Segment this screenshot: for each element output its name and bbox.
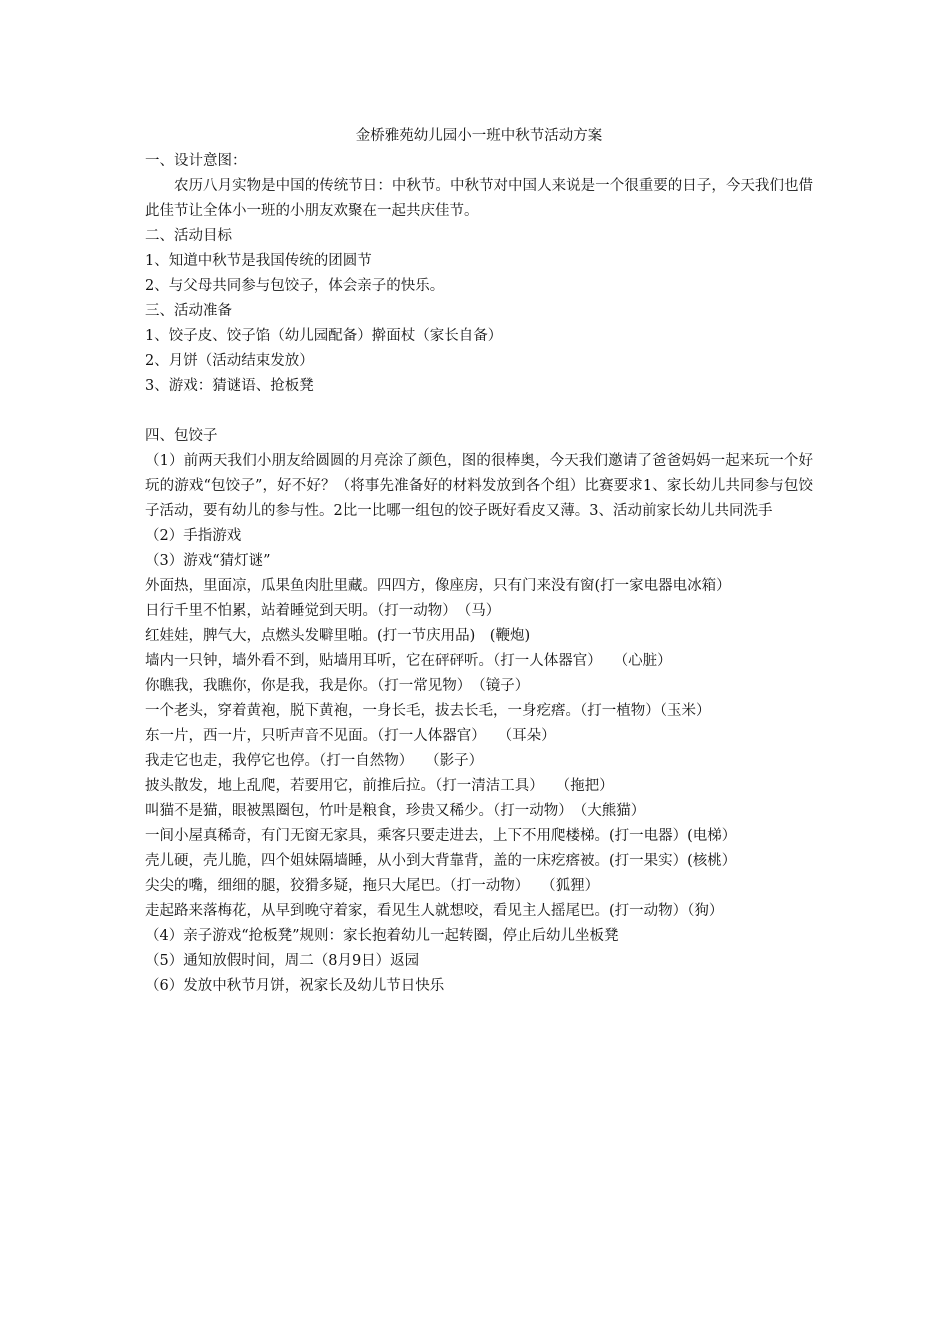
riddle-line: 尖尖的嘴，细细的腿，狡猾多疑，拖只大尾巴。（打一动物） （狐狸） bbox=[145, 878, 600, 894]
riddle-line: 东一片，西一片，只听声音不见面。（打一人体器官） （耳朵） bbox=[145, 728, 556, 744]
activity-step: （5）通知放假时间，周二（8月9日）返园 bbox=[145, 953, 420, 969]
riddle-line: 披头散发，地上乱爬，若要用它，前推后拉。（打一清洁工具） （拖把） bbox=[145, 778, 614, 794]
riddle-line: 外面热，里面凉，瓜果鱼肉肚里藏。四四方，像座房，只有门来没有窗(打一家电器电冰箱） bbox=[145, 578, 731, 594]
riddle-line: 红娃娃，脾气大，点燃头发噼里啪。(打一节庆用品) (鞭炮) bbox=[145, 628, 531, 644]
riddle-line: 我走它也走，我停它也停。（打一自然物） （影子） bbox=[145, 753, 484, 769]
section-heading-design-intent: 一、设计意图： bbox=[145, 153, 247, 169]
design-intent-paragraph: 农历八月实物是中国的传统节日：中秋节。中秋节对中国人来说是一个很重要的日子，今天我们也借此佳节让全体小一班的小朋友欢聚在一起共庆佳节。 bbox=[145, 178, 813, 219]
activity-step: （6）发放中秋节月饼，祝家长及幼儿节日快乐 bbox=[145, 978, 445, 994]
document-title: 金桥雅苑幼儿园小一班中秋节活动方案 bbox=[355, 128, 603, 144]
section-heading-preparation: 三、活动准备 bbox=[145, 303, 232, 319]
riddle-line: 一个老头，穿着黄袍，脱下黄袍，一身长毛，拔去长毛，一身疙瘩。（打一植物）（玉米） bbox=[145, 703, 711, 719]
blank-line bbox=[145, 399, 813, 424]
activity-step: （2）手指游戏 bbox=[145, 528, 242, 544]
objective-item: 2、与父母共同参与包饺子，体会亲子的快乐。 bbox=[145, 278, 445, 294]
activity-step: （3）游戏“猜灯谜” bbox=[145, 553, 271, 569]
section-heading-objectives: 二、活动目标 bbox=[145, 228, 232, 244]
riddle-line: 叫猫不是猫，眼被黑圈包，竹叶是粮食，珍贵又稀少。（打一动物） （大熊猫） bbox=[145, 803, 646, 819]
activity-step: （4）亲子游戏“抢板凳”规则：家长抱着幼儿一起转圈，停止后幼儿坐板凳 bbox=[145, 928, 619, 944]
riddle-line: 你瞧我，我瞧你，你是我，我是你。（打一常见物） （镜子） bbox=[145, 678, 530, 694]
objective-item: 1、知道中秋节是我国传统的团圆节 bbox=[145, 253, 372, 269]
riddle-line: 日行千里不怕累，站着睡觉到天明。（打一动物） （马） bbox=[145, 603, 501, 619]
riddle-line: 走起路来落梅花，从早到晚守着家，看见生人就想咬，看见主人摇尾巴。(打一动物）（狗） bbox=[145, 903, 724, 919]
preparation-item: 3、游戏：猜谜语、抢板凳 bbox=[145, 378, 314, 394]
dumplings-intro-paragraph: （1）前两天我们小朋友给圆圆的月亮涂了颜色，图的很棒奥，今天我们邀请了爸爸妈妈一起来玩一个好玩的游戏“包饺子”，好不好？（将事先准备好的材料发放到各个组）比赛要求1、家长幼儿共同参与包饺子活动，要有幼儿的参与性。2比一比哪一组包的饺子既好看皮又薄。3、活动前家长幼儿共同洗手 bbox=[145, 453, 813, 519]
section-heading-dumplings: 四、包饺子 bbox=[145, 428, 218, 444]
riddle-line: 墙内一只钟，墙外看不到，贴墙用耳听，它在砰砰听。（打一人体器官） （心脏） bbox=[145, 653, 672, 669]
riddle-line: 一间小屋真稀奇，有门无窗无家具，乘客只要走进去，上下不用爬楼梯。(打一电器）(电梯） bbox=[145, 828, 737, 844]
document-page bbox=[145, 124, 813, 999]
riddle-line: 壳儿硬，壳儿脆，四个姐妹隔墙睡，从小到大背靠背，盖的一床疙瘩被。(打一果实）(核桃） bbox=[145, 853, 737, 869]
preparation-item: 2、月饼（活动结束发放） bbox=[145, 353, 314, 369]
preparation-item: 1、饺子皮、饺子馅（幼儿园配备）擀面杖（家长自备） bbox=[145, 328, 503, 344]
